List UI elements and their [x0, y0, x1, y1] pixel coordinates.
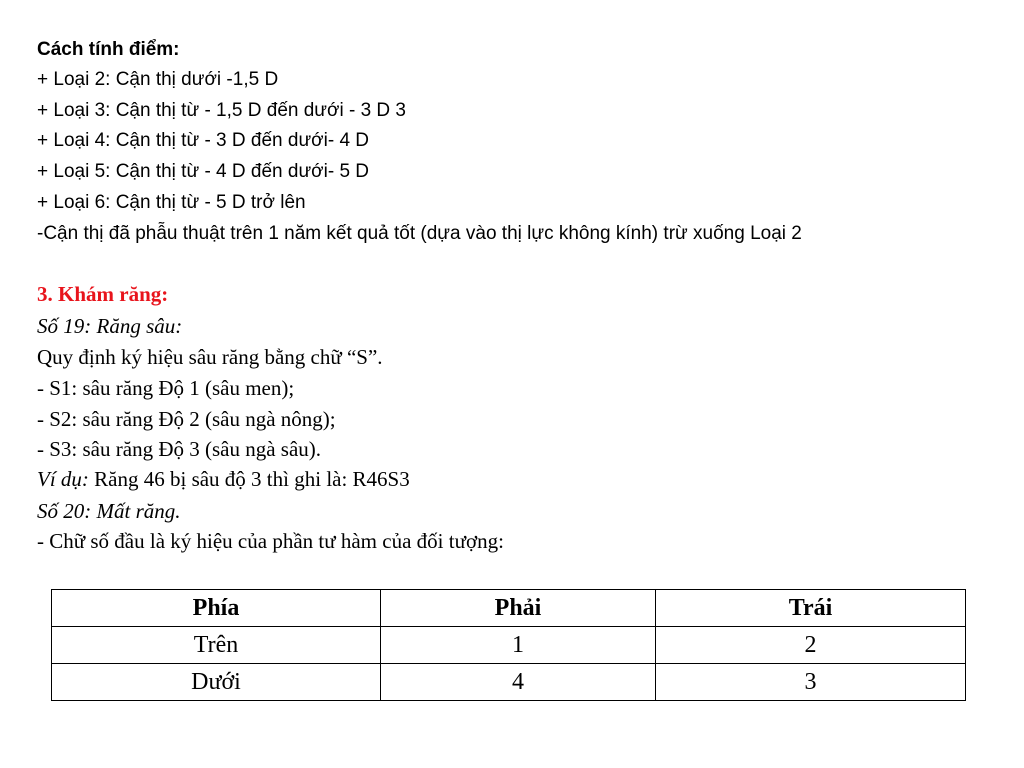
header-right: Phải	[381, 590, 656, 627]
dental-section-title: 3. Khám răng:	[37, 282, 169, 306]
item-20-title: Số 20: Mất răng.	[37, 499, 181, 523]
cell-lower-right: 4	[381, 664, 656, 701]
example-label: Ví dụ:	[37, 467, 89, 491]
item-19-title: Số 19: Răng sâu:	[37, 314, 183, 338]
caries-rule: Quy định ký hiệu sâu răng bằng chữ “S”.	[37, 345, 383, 369]
scoring-line-type-6: + Loại 6: Cận thị từ - 5 D trở lên	[37, 192, 306, 213]
table-row	[52, 664, 966, 701]
caries-s3: - S3: sâu răng Độ 3 (sâu ngà sâu).	[37, 437, 322, 461]
caries-example	[37, 469, 410, 490]
table-row	[52, 627, 966, 664]
scoring-line-type-2: + Loại 2: Cận thị dưới -1,5 D	[37, 69, 279, 90]
cell-upper-left: 2	[656, 627, 966, 664]
scoring-line-surgery: -Cận thị đã phẫu thuật trên 1 năm kết quả tốt (dựa vào thị lực không kính) trừ xuống Loại 2	[37, 223, 802, 244]
quadrant-note: - Chữ số đầu là ký hiệu của phần tư hàm của đối tượng:	[37, 529, 504, 553]
scoring-line-type-3: + Loại 3: Cận thị từ - 1,5 D đến dưới - 3 D 3	[37, 100, 406, 121]
cell-lower-left: 3	[656, 664, 966, 701]
example-text: Răng 46 bị sâu độ 3 thì ghi là: R46S3	[88, 467, 410, 491]
quadrant-table	[51, 589, 966, 701]
scoring-line-type-5: + Loại 5: Cận thị từ - 4 D đến dưới- 5 D	[37, 161, 370, 182]
scoring-line-type-4: + Loại 4: Cận thị từ - 3 D đến dưới- 4 D	[37, 130, 370, 151]
header-side: Phía	[52, 590, 381, 627]
caries-s1: - S1: sâu răng Độ 1 (sâu men);	[37, 376, 295, 400]
cell-upper-right: 1	[381, 627, 656, 664]
row-label-upper: Trên	[52, 627, 381, 664]
header-left: Trái	[656, 590, 966, 627]
caries-s2: - S2: sâu răng Độ 2 (sâu ngà nông);	[37, 407, 336, 431]
scoring-heading: Cách tính điểm:	[37, 39, 180, 60]
table-header-row	[52, 590, 966, 627]
row-label-lower: Dưới	[52, 664, 381, 701]
